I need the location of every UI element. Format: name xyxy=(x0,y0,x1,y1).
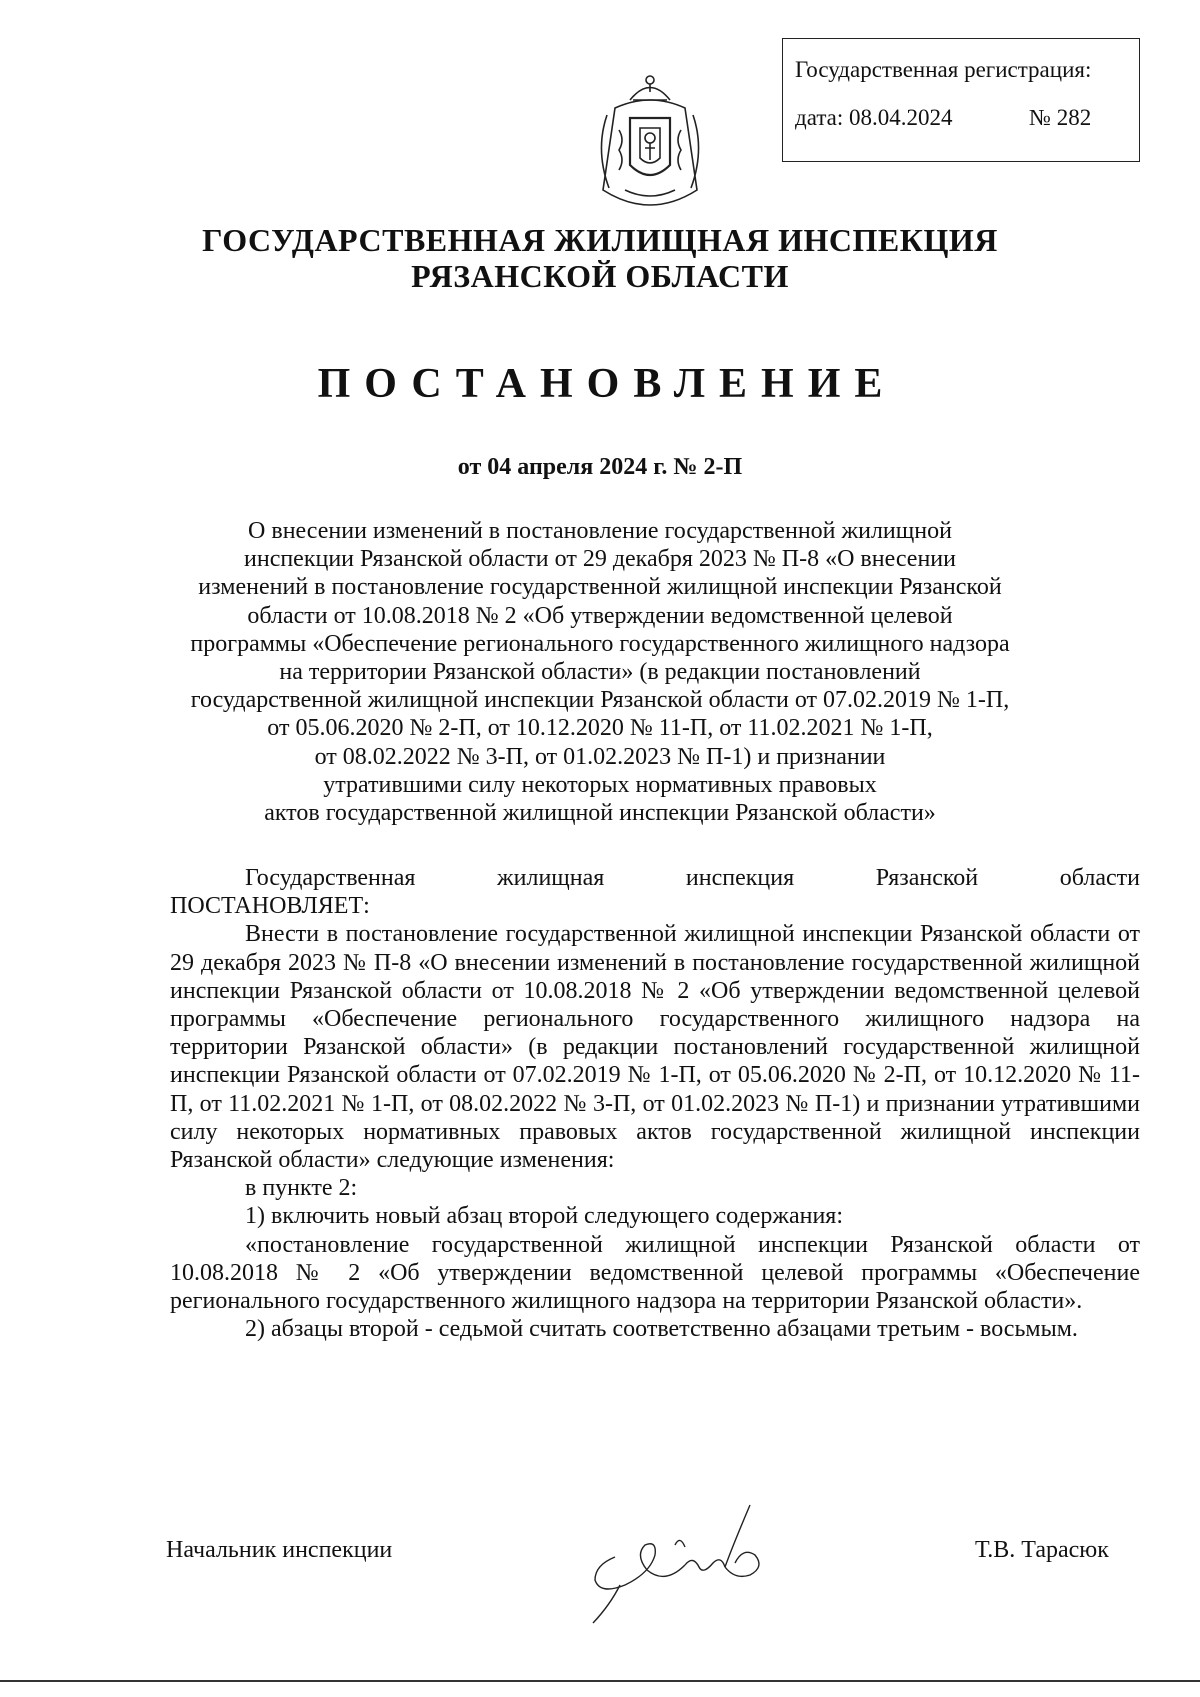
title-line: от 08.02.2022 № 3-П, от 01.02.2023 № П-1) и признании xyxy=(314,743,886,770)
registration-number: № 282 xyxy=(1029,105,1092,130)
title-line: изменений в постановление государственной жилищной инспекции Рязанской xyxy=(198,574,1002,601)
title-line: инспекции Рязанской области от 29 декабря 2023 № П-8 «О внесении xyxy=(244,546,956,573)
item-2-paragraph: 2) абзацы второй - седьмой считать соответственно абзацами третьим - восьмым. xyxy=(245,1316,1078,1343)
signatory-position: Начальник инспекции xyxy=(166,1537,393,1563)
agency-line-2: РЯЗАНСКОЙ ОБЛАСТИ xyxy=(411,258,789,294)
item-1-paragraph: 1) включить новый абзац второй следующего содержания: xyxy=(245,1203,843,1230)
signatory-name: Т.В. Тарасюк xyxy=(975,1537,1109,1563)
document-title xyxy=(160,517,1040,827)
title-line: актов государственной жилищной инспекции Рязанской области» xyxy=(264,800,936,827)
resolves-word: ПОСТАНОВЛЯЕТ: xyxy=(170,893,370,920)
quoted-paragraph: «постановление государственной жилищной инспекции Рязанской области от 10.08.2018 № 2 «Об утверждении ведомственной целевой программы «Обеспечение регионального государственного жилищного надзора на территории Рязанской области». xyxy=(170,1231,1140,1315)
agency-name xyxy=(0,222,1200,294)
title-line: от 05.06.2020 № 2-П, от 10.12.2020 № 11-П, от 11.02.2021 № 1-П, xyxy=(267,715,933,742)
resolves-line: Государственная жилищная инспекция Рязанской области xyxy=(245,865,1140,891)
title-line: на территории Рязанской области» (в редакции постановлений xyxy=(279,659,921,686)
main-paragraph: Внести в постановление государственной жилищной инспекции Рязанской области от 29 декабря 2023 № П-8 «О внесении изменений в постановление государственной жилищной инспекции Рязанской области от 10.08.2018 № 2 «Об утверждении ведомственной целевой программы «Обеспечение регионального государственного жилищного надзора на территории Рязанской области» (в редакции постановлений государственной жилищной инспекции Рязанской области от 07.02.2019 № 1-П, от 05.06.2020 № 2-П, от 10.12.2020 № 11-П, от 11.02.2021 № 1-П, от 08.02.2022 № 3-П, от 01.02.2023 № П-1) и признании утратившими силу некоторых нормативных правовых актов государственной жилищной инспекции Рязанской области» следующие изменения: xyxy=(170,921,1140,1174)
title-line: программы «Обеспечение регионального государственного жилищного надзора xyxy=(190,630,1010,657)
document-date-number: от 04 апреля 2024 г. № 2-П xyxy=(457,454,743,480)
agency-line-1: ГОСУДАРСТВЕННАЯ ЖИЛИЩНАЯ ИНСПЕКЦИЯ xyxy=(202,222,998,258)
title-line: утратившими силу некоторых нормативных правовых xyxy=(323,771,877,798)
point-paragraph: в пункте 2: xyxy=(245,1175,358,1202)
title-line: области от 10.08.2018 № 2 «Об утверждении ведомственной целевой xyxy=(247,602,953,629)
registration-label: Государственная регистрация: xyxy=(795,57,1092,82)
registration-stamp xyxy=(782,38,1140,162)
handwritten-signature-icon xyxy=(575,1485,805,1625)
title-line: О внесении изменений в постановление государственной жилищной xyxy=(248,518,952,544)
coat-of-arms-icon xyxy=(585,70,715,218)
registration-date: дата: 08.04.2024 xyxy=(795,105,953,130)
page-bottom-line xyxy=(0,1680,1200,1682)
document-type: ПОСТАНОВЛЕНИЕ xyxy=(317,361,897,407)
title-line: государственной жилищной инспекции Рязанской области от 07.02.2019 № 1-П, xyxy=(190,687,1010,714)
document-body xyxy=(170,864,1140,1343)
